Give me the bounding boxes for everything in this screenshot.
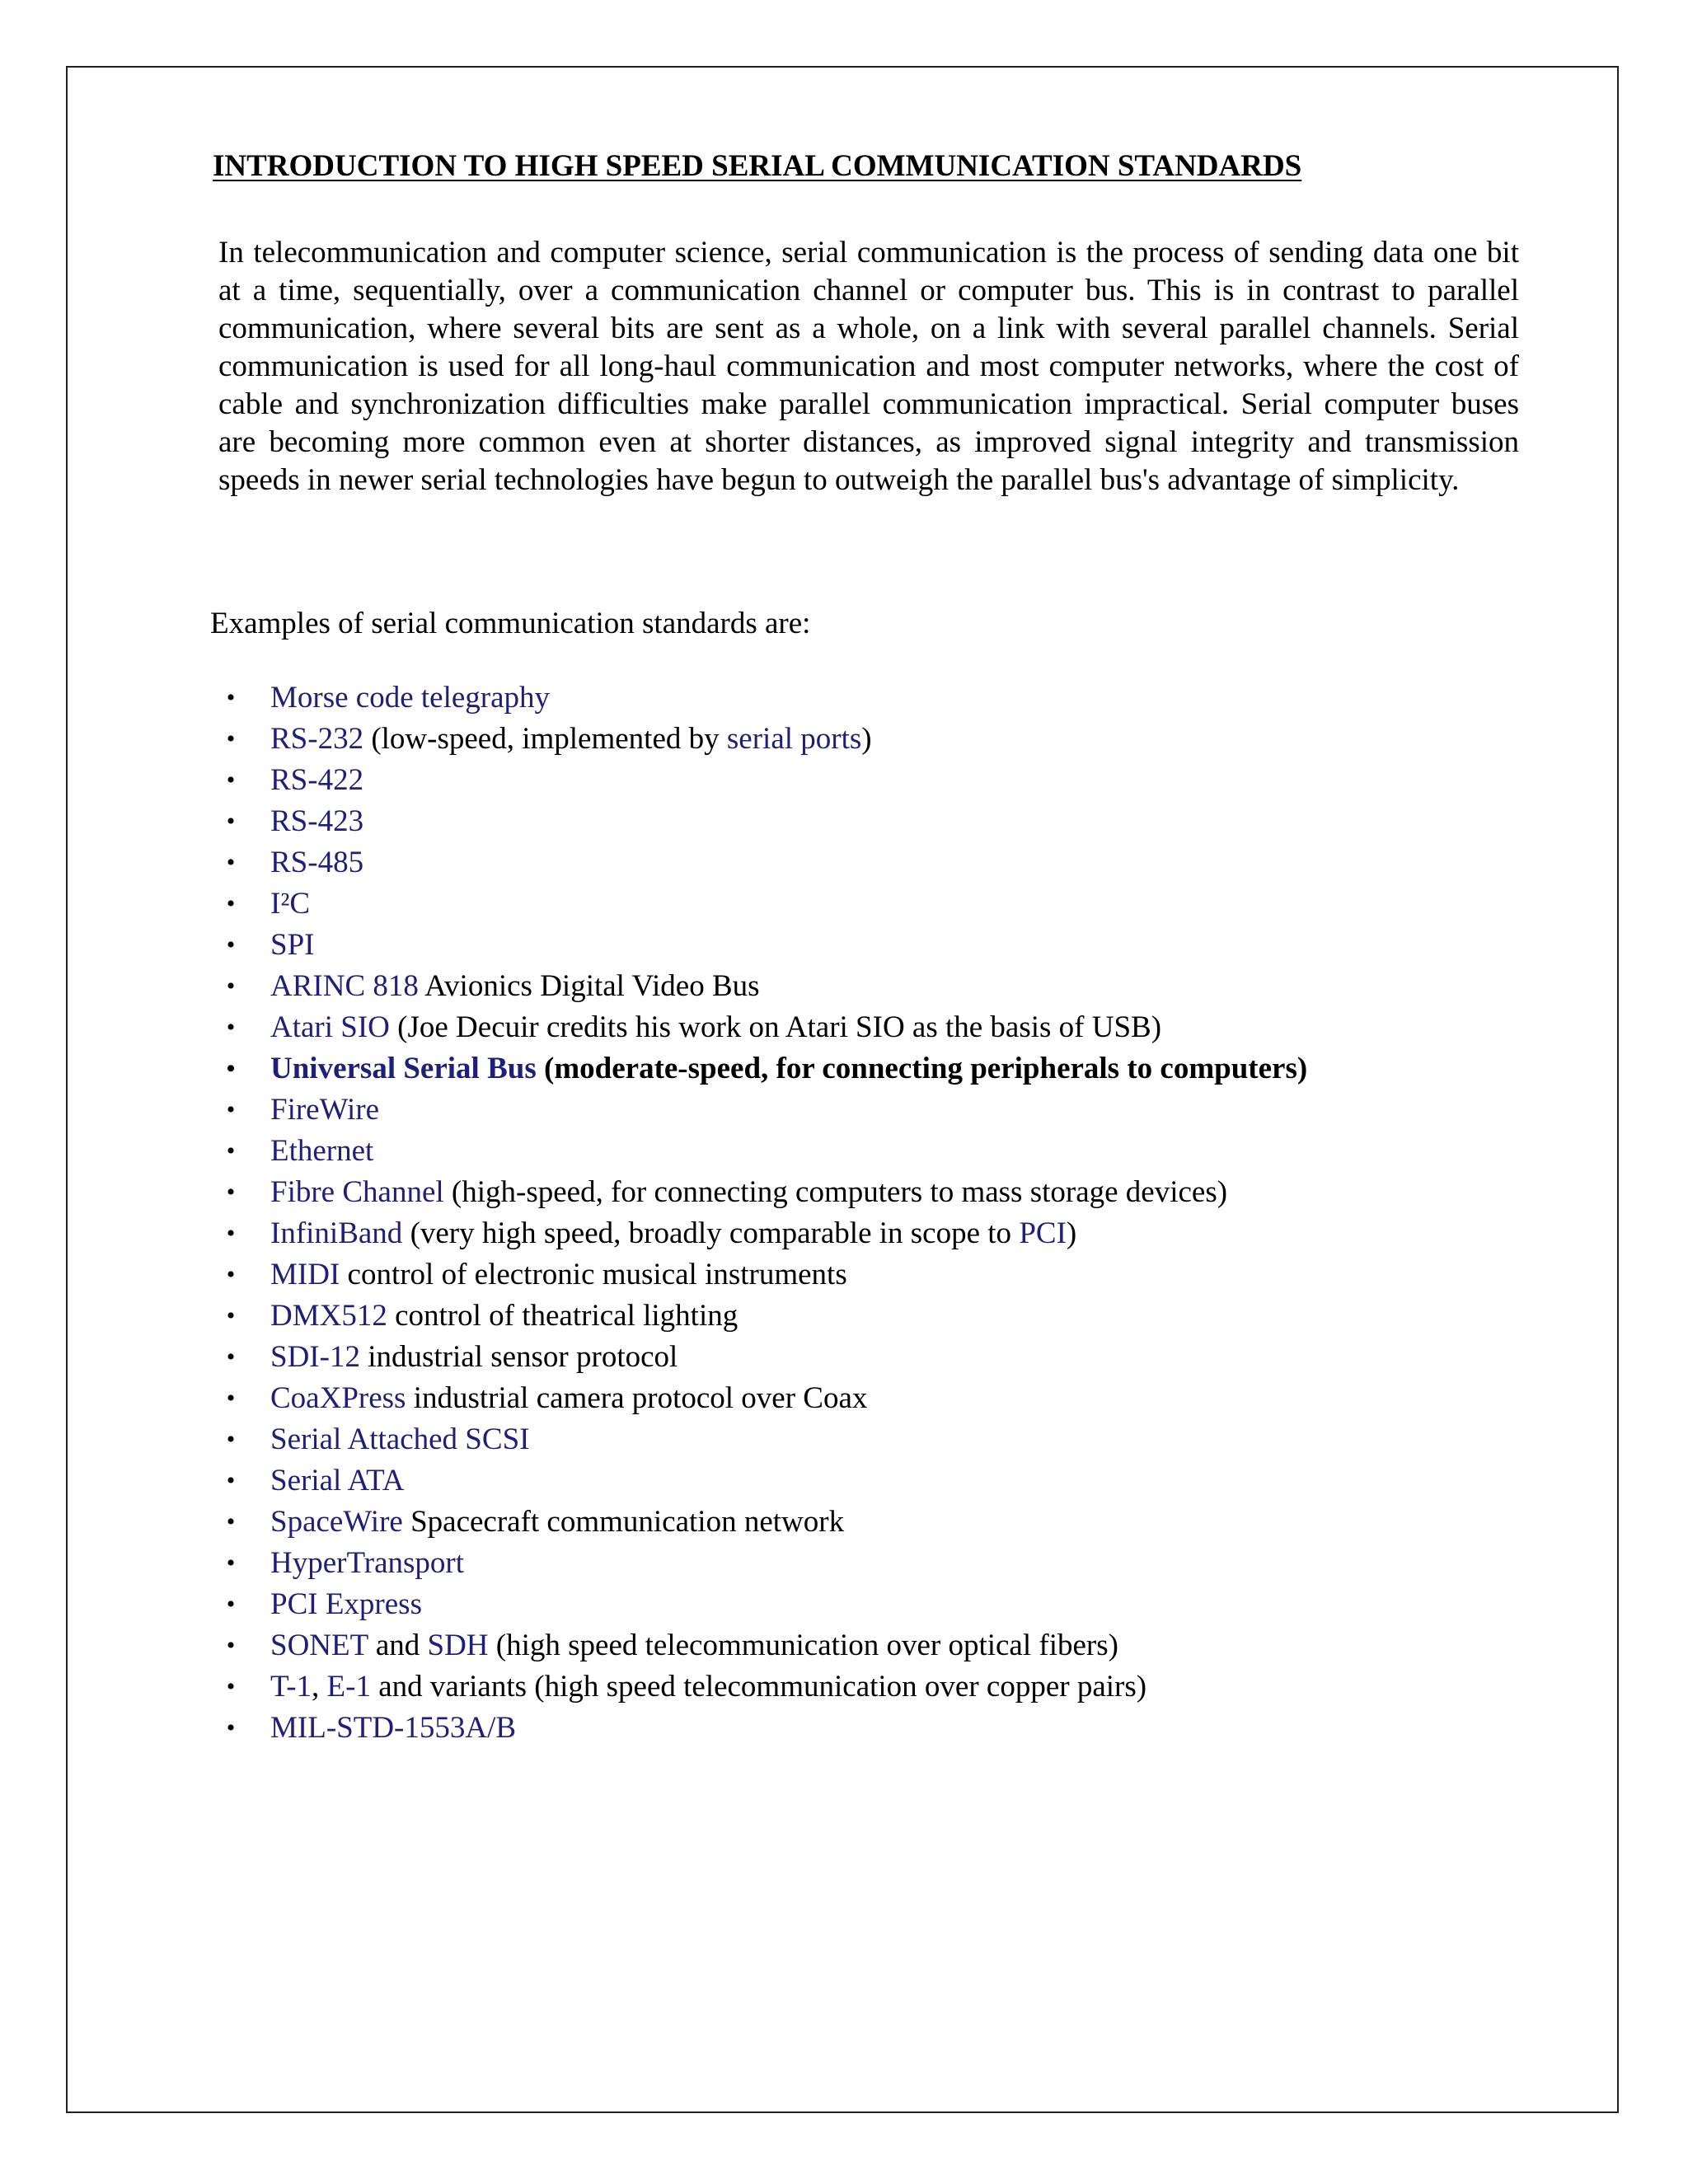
list-item-text [270,1296,738,1337]
list-item-text [270,1625,1118,1666]
standard-link[interactable]: Serial ATA [270,1464,405,1497]
standard-link[interactable]: CoaXPress [270,1381,406,1415]
standard-description: (high speed telecommunication over optical fibers) [488,1629,1118,1662]
standard-link[interactable]: ARINC 818 [270,969,419,1003]
list-item-text [270,1048,1307,1090]
intro-paragraph: In telecommunication and computer science, serial communication is the process of sending data one bit at a time, sequentially, over a communication channel or computer bus. This is in contrast to parallel communication, where several bits are sent as a whole, on a link with several parallel channels. Serial communication is used for all long-haul communication and most computer networks, where the cost of cable and synchronization difficulties make parallel communication impractical. Serial computer buses are becoming more common even at shorter distances, as improved signal integrity and transmission speeds in newer serial technologies have begun to outweigh the parallel bus's advantage of simplicity. [218,236,1519,497]
bullet-icon: • [226,1385,236,1412]
standard-description: Spacecraft communication network [402,1505,845,1539]
standard-link[interactable]: Morse code telegraphy [270,681,551,715]
bullet-icon: • [226,684,236,711]
list-item-text [270,1502,844,1543]
list-item-text [270,801,363,842]
bullet-icon: • [226,1591,236,1618]
bullet-icon: • [226,1302,236,1329]
standard-description: Avionics Digital Video Bus [418,969,760,1003]
standard-link[interactable]: SPI [270,928,315,962]
list-item-text [270,925,314,966]
standard-link[interactable]: SDH [427,1629,489,1662]
standard-link[interactable]: Fibre Channel [270,1175,444,1209]
bullet-icon: • [226,808,236,835]
list-item-text [270,842,363,883]
standard-link[interactable]: SONET [270,1629,368,1662]
bullet-icon: • [226,1714,236,1741]
bullet-icon: • [226,1426,236,1453]
bullet-icon: • [226,1014,236,1041]
list-item-text [270,719,872,760]
list-item-text [270,1254,847,1296]
standard-description: (very high speed, broadly comparable in scope to [402,1216,1020,1250]
standard-description: , [312,1670,327,1704]
standard-description: (moderate-speed, for connecting peripherals to computers) [536,1052,1308,1085]
standard-link[interactable]: serial ports [726,722,862,756]
bullet-icon: • [226,1055,236,1082]
standard-link[interactable]: RS-423 [270,804,364,838]
standard-description: and variants (high speed telecommunication over copper pairs) [370,1670,1147,1704]
bullet-icon: • [226,849,236,876]
bullet-icon: • [226,1096,236,1123]
standard-link[interactable]: SDI-12 [270,1340,360,1374]
list-item-text [270,1460,405,1502]
list-item-text [270,1584,422,1625]
list-item-text [270,1708,516,1749]
bullet-icon: • [226,1220,236,1247]
list-item-text [270,1419,529,1460]
standard-link[interactable]: I²C [270,887,311,921]
list-item-text [270,1666,1146,1708]
bullet-icon: • [226,725,236,752]
standard-description: control of theatrical lighting [387,1299,738,1333]
standard-link[interactable]: MIDI [270,1258,340,1291]
standard-link[interactable]: Serial Attached SCSI [270,1422,530,1456]
standard-description: industrial camera protocol over Coax [406,1381,868,1415]
bullet-icon: • [226,890,236,917]
standard-description: ) [861,722,872,756]
list-item-text [270,883,310,925]
bullet-icon: • [226,1508,236,1535]
document-title: INTRODUCTION TO HIGH SPEED SERIAL COMMUNICATION STANDARDS [213,149,1302,183]
standard-link[interactable]: PCI Express [270,1587,422,1621]
standard-description: ) [1066,1216,1077,1250]
list-item-text [270,677,550,719]
list-item-text [270,1172,1227,1213]
bullet-icon: • [226,931,236,958]
bullet-icon: • [226,1179,236,1206]
examples-heading: Examples of serial communication standards are: [210,607,811,640]
standard-link[interactable]: RS-422 [270,763,364,797]
standard-link[interactable]: E-1 [326,1670,371,1704]
bullet-icon: • [226,972,236,1000]
bullet-icon: • [226,1467,236,1494]
standard-link[interactable]: Universal Serial Bus [270,1052,537,1085]
standard-link[interactable]: HyperTransport [270,1546,465,1580]
standard-description: (high-speed, for connecting computers to mass storage devices) [443,1175,1228,1209]
standard-link[interactable]: InfiniBand [270,1216,403,1250]
standard-link[interactable]: SpaceWire [270,1505,403,1539]
bullet-icon: • [226,1549,236,1577]
list-item-text [270,966,760,1007]
standard-link[interactable]: Ethernet [270,1134,374,1168]
standard-description: control of electronic musical instruments [340,1258,847,1291]
standard-description: (low-speed, implemented by [363,722,727,756]
list-item-text [270,1131,373,1172]
list-item-text [270,1213,1076,1254]
standard-link[interactable]: RS-485 [270,846,364,879]
standard-link[interactable]: PCI [1019,1216,1067,1250]
standard-description: (Joe Decuir credits his work on Atari SIO as the basis of USB) [389,1010,1162,1044]
bullet-icon: • [226,1632,236,1659]
bullet-icon: • [226,1673,236,1700]
standard-link[interactable]: MIL-STD-1553A/B [270,1711,517,1745]
list-item-text [270,1090,379,1131]
standard-description: industrial sensor protocol [359,1340,678,1374]
standard-link[interactable]: T-1 [270,1670,312,1704]
bullet-icon: • [226,1137,236,1165]
bullet-icon: • [226,1343,236,1371]
standard-link[interactable]: FireWire [270,1093,380,1127]
standard-link[interactable]: DMX512 [270,1299,387,1333]
standard-link[interactable]: Atari SIO [270,1010,390,1044]
standard-link[interactable]: RS-232 [270,722,364,756]
list-item-text [270,1007,1161,1048]
list-item-text [270,760,363,801]
bullet-icon: • [226,766,236,794]
list-item-text [270,1337,678,1378]
bullet-icon: • [226,1261,236,1288]
standard-description: and [368,1629,428,1662]
list-item-text [270,1543,464,1584]
list-item-text [270,1378,867,1419]
